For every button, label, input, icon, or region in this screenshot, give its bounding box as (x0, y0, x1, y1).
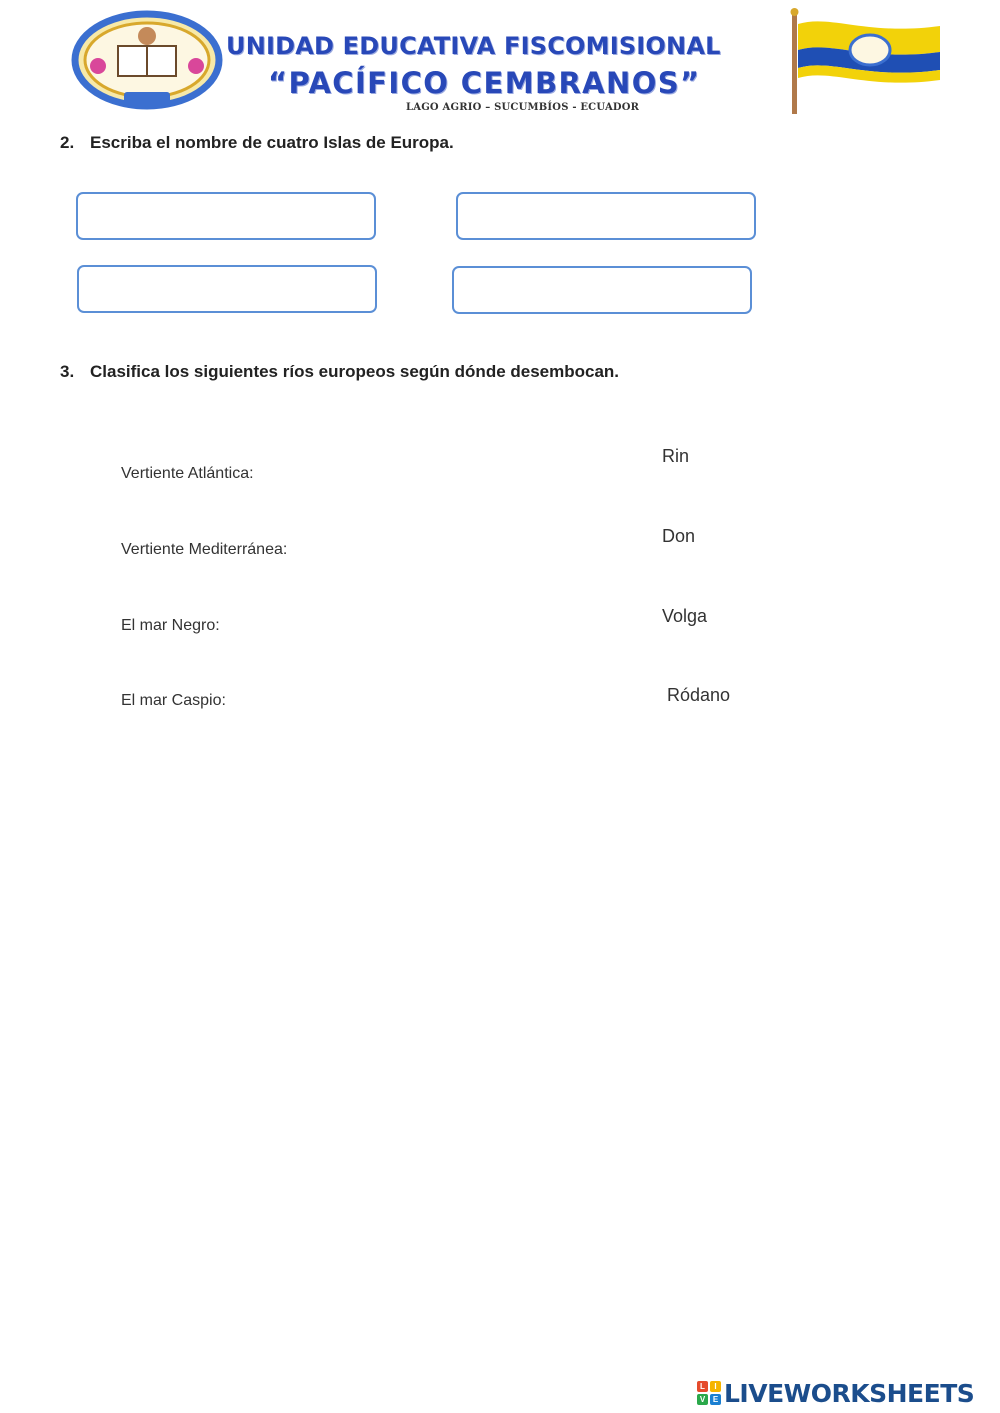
liveworksheets-logo (697, 1378, 974, 1408)
answer-box-2[interactable] (456, 192, 756, 240)
question-3 (60, 362, 619, 382)
liveworksheets-logo-icon: L I V E (697, 1381, 721, 1405)
flag-icon (786, 8, 946, 116)
school-name-line1: UNIDAD EDUCATIVA FISCOMISIONAL (226, 32, 721, 60)
school-crest (68, 8, 226, 112)
question-3-number: 3. (60, 362, 75, 381)
question-2 (60, 133, 454, 153)
river-don[interactable]: Don (662, 526, 696, 546)
flag (786, 8, 946, 116)
question-2-text: Escriba el nombre de cuatro Islas de Europa. (90, 133, 454, 152)
school-name-line2: “PACÍFICO CEMBRANOS” (268, 66, 701, 100)
category-caspian-sea[interactable]: El mar Caspio: (121, 692, 226, 709)
category-atlantic[interactable]: Vertiente Atlántica: (121, 465, 254, 482)
answer-box-4[interactable] (452, 266, 752, 314)
answer-box-3[interactable] (77, 265, 377, 313)
category-black-sea[interactable]: El mar Negro: (121, 617, 220, 634)
school-crest-icon (68, 8, 226, 112)
question-2-number: 2. (60, 133, 75, 152)
river-rodano[interactable]: Ródano (667, 685, 731, 705)
question-3-text: Clasifica los siguientes ríos europeos según dónde desembocan. (90, 362, 620, 381)
school-location: LAGO AGRIO – SUCUMBÍOS - ECUADOR (406, 102, 640, 113)
answer-box-1[interactable] (76, 192, 376, 240)
liveworksheets-brand: LIVEWORKSHEETS (724, 1378, 975, 1408)
river-volga[interactable]: Volga (662, 606, 708, 626)
category-mediterranean[interactable]: Vertiente Mediterránea: (121, 541, 288, 558)
river-rin[interactable]: Rin (662, 446, 690, 466)
